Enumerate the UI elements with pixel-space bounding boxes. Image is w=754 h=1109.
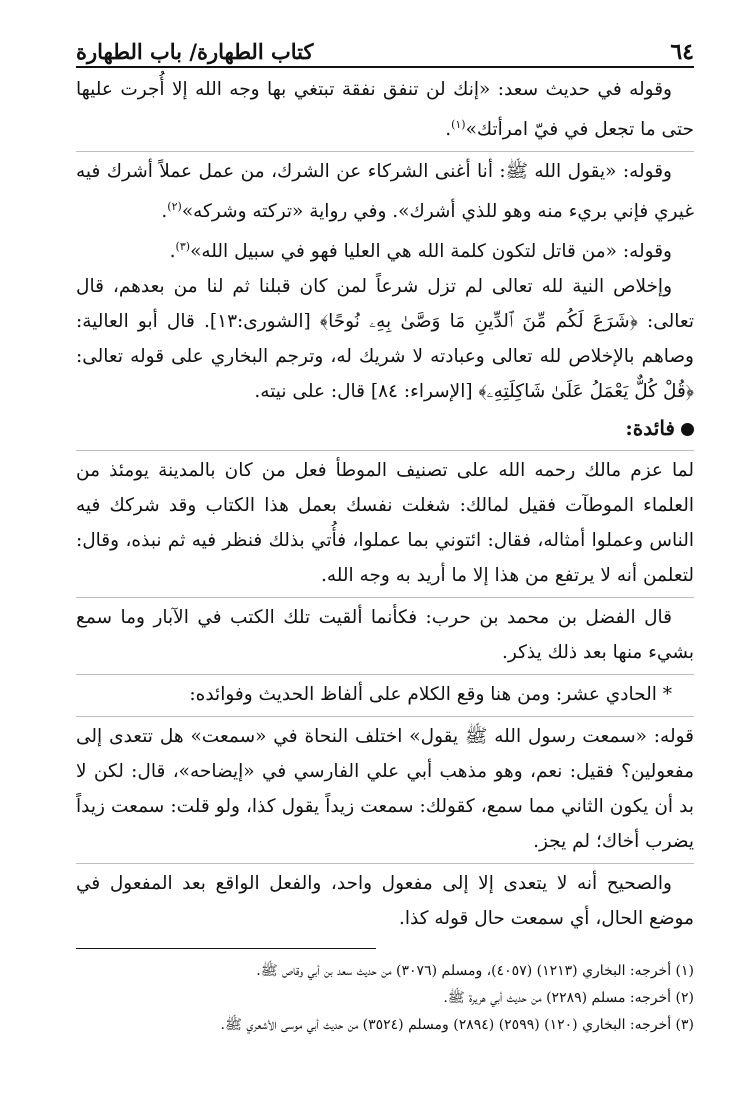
paragraph-ikhlas: وإخلاص النية لله تعالى لم تزل شرعاً لمن كان قبلنا ثم لنا من بعدهم، قال تعالى: ﴿شَرَعَ لَكُم مِّنَ ٱلدِّينِ مَا وَصَّىٰ بِهِۦ نُوحًا﴾ [الشورى:١٣]. قال أبو العالية: وصاهم بالإخلاص لله تعالى وعبادته لا شريك له، وترجم البخاري على قوله تعالى: ﴿قُلْ كُلٌّ يَعْمَلُ عَلَىٰ شَاكِلَتِهِۦ﴾ [الإسراء: ٨٤] قال: على نيته. [76, 276, 694, 403]
paragraph-qital-hadith: وقوله: «من قاتل لتكون كلمة الله هي العليا فهو في سبيل الله»$^{(٣)}$. [169, 240, 672, 263]
footnote-ref-1: (١) [451, 118, 466, 131]
paragraph-samia-grammar: قوله: «سمعت رسول الله ﷺ يقول» اختلف النحاة في «سمعت» هل تتعدى إلى مفعولين؟ فقيل: نعم، وهو مذهب أبي علي الفارسي في «إيضاحه»، قال: لكن لا بد أن يكون الثاني مما سمع، كقولك: سمعت زيداً يقول كذا، ولو قلت: سمعت زيداً يضرب أخاك؛ لم يجز. [76, 726, 694, 853]
footnotes [76, 958, 694, 1039]
footnote-separator [76, 948, 376, 949]
footnote-ref-3: (٣) [175, 240, 191, 254]
divider [76, 450, 694, 451]
divider [76, 863, 694, 864]
divider [76, 597, 694, 598]
section-heading-eleventh: * الحادي عشر: ومن هنا وقع الكلام على ألفاظ الحديث وفوائده: [189, 684, 672, 706]
divider [76, 151, 694, 152]
divider [76, 674, 694, 675]
paragraph-sahih-view: والصحيح أنه لا يتعدى إلا إلى مفعول واحد، والفعل الواقع بعد المفعول في موضع الحال، أي سمعت حال قوله كذا. [76, 873, 694, 930]
paragraph-malik-muwatta: لما عزم مالك رحمه الله على تصنيف الموطأ فعل من كان بالمدينة يومئذ من العلماء الموطآت فقيل لمالك: شغلت نفسك بعمل هذا الكتاب وقد شركك فيه الناس وعملوا أمثاله، فقال: ائتوني بما عملوا، فأُتي بذلك فنظر فيه ثم نبذه، وقال: لتعلمن أنه لا يرتفع من هذا إلا ما أريد به وجه الله. [76, 460, 694, 587]
faida-heading: فائدة: [76, 411, 694, 446]
bullet-icon [681, 423, 694, 436]
paragraph-fadl: قال الفضل بن محمد بن حرب: فكأنما ألقيت تلك الكتب في الآبار وما سمع بشيء منها بعد ذلك يذكر. [76, 607, 694, 664]
divider [76, 716, 694, 717]
main-text [76, 72, 694, 936]
paragraph-shirk-hadith: وقوله: «يقول الله ﷺ: أنا أغنى الشركاء عن الشرك، من عمل عملاً أشرك فيه غيري فإني بريء منه وهو للذي أشرك». وفي رواية «تركته وشركه»$^{(٢)}$. [76, 161, 694, 223]
footnote-3: (٣) أخرجه: البخاري (١٢٠) (٢٥٩٩) (٢٨٩٤) ومسلم (٣٥٢٤) من حديث أبي موسى الأشعري ﷺ. [220, 1017, 694, 1033]
footnote-1: (١) أخرجه: البخاري (١٢١٣) (٤٠٥٧)، ومسلم (٣٠٧٦) من حديث سعد بن أبي وقاص ﷺ. [256, 963, 694, 979]
running-header [76, 36, 694, 68]
paragraph-saad-hadith: وقوله في حديث سعد: «إنك لن تنفق نفقة تبتغي بها وجه الله إلا أُجرت عليها حتى ما تجعل في فيّ امرأتك»$^{(١)}$. [76, 79, 694, 141]
footnote-2: (٢) أخرجه: مسلم (٢٢٨٩) من حديث أبي هريرة ﷺ. [443, 990, 694, 1006]
running-title: كتاب الطهارة/ باب الطهارة [76, 39, 314, 64]
page-number: ٦٤ [670, 39, 694, 65]
footnote-ref-2: (٢) [167, 200, 182, 214]
